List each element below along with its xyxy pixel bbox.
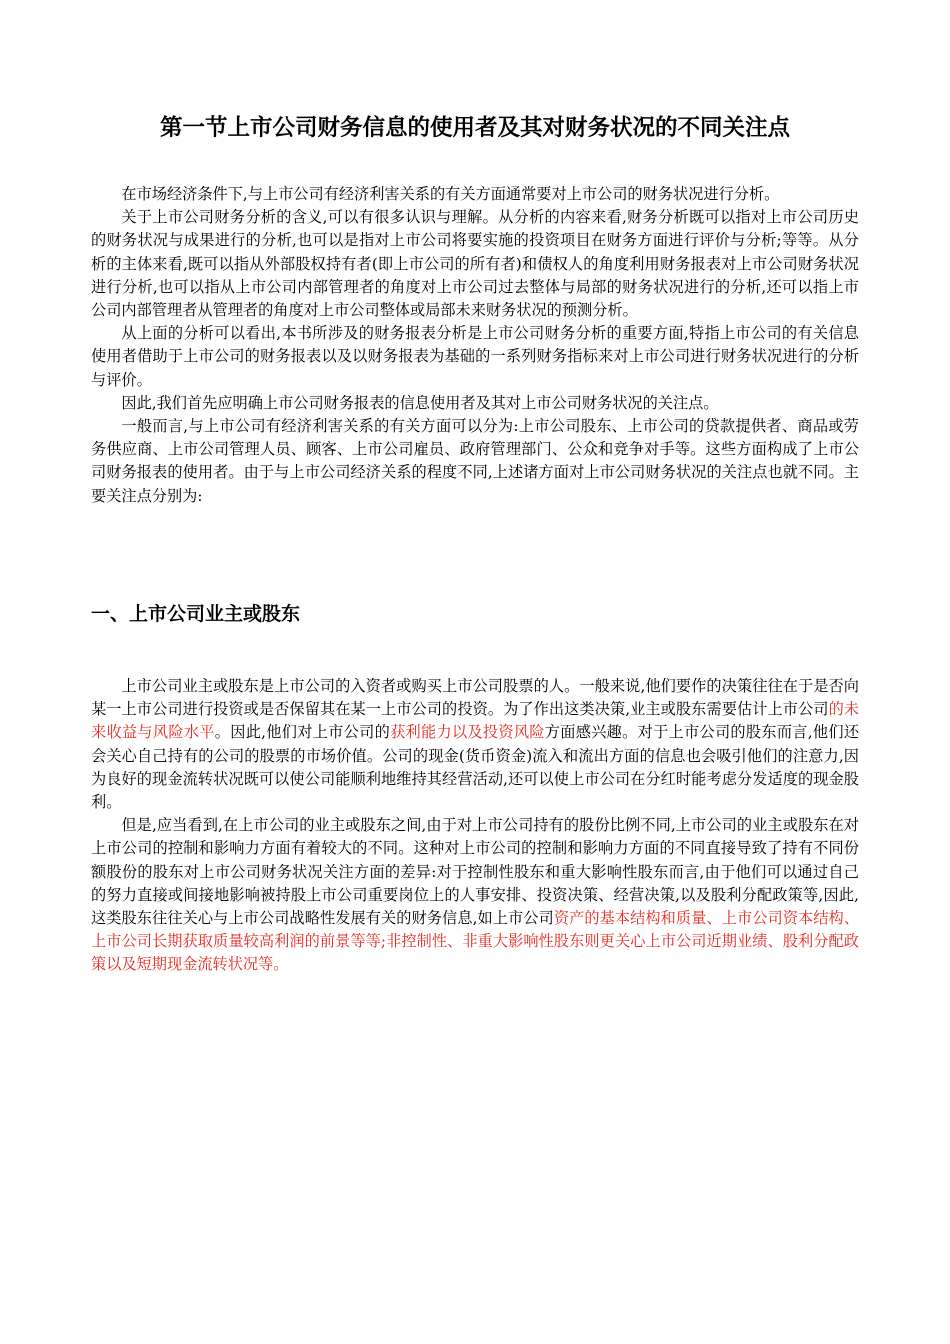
highlighted-text: 获利能力以及投资风险 [390,723,545,742]
intro-section [91,183,859,508]
highlighted-text: 的未来收益与风险水平 [91,700,860,742]
intro-paragraph-2: 关于上市公司财务分析的含义,可以有很多认识与理解。从分析的内容来看,财务分析既可以指对上市公司历史的财务状况与成果进行的分析,也可以是指对上市公司将要实施的投资项目在财务方面进行评价与分析;等等。从分析的主体来看,既可以指从外部股权持有者(即上市公司的所有者)和债权人的角度利用财务报表对上市公司财务状况进行分析,也可以指从上市公司内部管理者的角度对上市公司过去整体与局部的财务状况进行的分析,还可以指上市公司内部管理者从管理者的角度对上市公司整体或局部未来财务状况的预测分析。 [91,208,859,320]
intro-paragraph-3: 从上面的分析可以看出,本书所涉及的财务报表分析是上市公司财务分析的重要方面,特指上市公司的有关信息使用者借助于上市公司的财务报表以及以财务报表为基础的一系列财务指标来对上市公司进行财务状况进行的分析与评价。 [91,324,859,389]
section-heading-shareholders: 一、上市公司业主或股东 [91,603,301,625]
highlighted-text: 资产的基本结构和质量、上市公司资本结构、上市公司长期获取质量较高利润的前景等等;非控制性、非重大影响性股东则更关心上市公司近期业绩、股利分配政策以及短期现金流转状况等 [91,909,860,974]
intro-paragraph-1: 在市场经济条件下,与上市公司有经济利害关系的有关方面通常要对上市公司的财务状况进行分析。 [121,185,780,203]
intro-paragraph-5: 一般而言,与上市公司有经济利害关系的有关方面可以分为:上市公司股东、上市公司的贷款提供者、商品或劳务供应商、上市公司管理人员、顾客、上市公司雇员、政府管理部门、公众和竞争对手等。这些方面构成了上市公司财务报表的使用者。由于与上市公司经济关系的程度不同,上述诸方面对上市公司财务状况的关注点也就不同。主要关注点分别为: [91,417,859,505]
text-run: 上市公司业主或股东是上市公司的入资者或购买上市公司股票的人。一般来说,他们要作的决策往往在于是否向某一上市公司进行投资或是否保留其在某一上市公司的投资。为了作出这类决策,业主或股东需要估计上市公司 [91,677,859,719]
shareholders-paragraph-1 [91,675,859,814]
highlighted-text: 。 [273,955,289,974]
shareholders-paragraph-2 [91,814,859,976]
text-run: 。因此,他们对上市公司的 [214,723,391,742]
text-run: 但是,应当看到,在上市公司的业主或股东之间,由于对上市公司持有的股份比例不同,上市公司的业主或股东在对上市公司的控制和影响力方面有着较大的不同。这种对上市公司的控制和影响力方面的不同直接导致了持有不同份额股份的股东对上市公司财务状况关注方面的差异:对于控制性股东和重大影响性股东而言,由于他们可以通过自己的努力直接或间接地影响被持股上市公司重要岗位上的人事安排、投资决策、经营决策,以及股利分配政策等,因此,这类股东往往关心与上市公司战略性发展有关的财务信息,如上市公司 [91,816,859,928]
shareholders-section [91,675,859,977]
page-title: 第一节上市公司财务信息的使用者及其对财务状况的不同关注点 [159,115,790,141]
text-run: 方面感兴趣。对于上市公司的股东而言,他们还会关心自己持有的公司的股票的市场价值。公司的现金(货币资金)流入和流出方面的信息也会吸引他们的注意力,因为良好的现金流转状况既可以使公司能顺利地维持其经营活动,还可以使上市公司在分红时能考虑分发适度的现金股利。 [91,723,860,812]
intro-paragraph-4: 因此,我们首先应明确上市公司财务报表的信息使用者及其对上市公司财务状况的关注点。 [121,393,719,412]
